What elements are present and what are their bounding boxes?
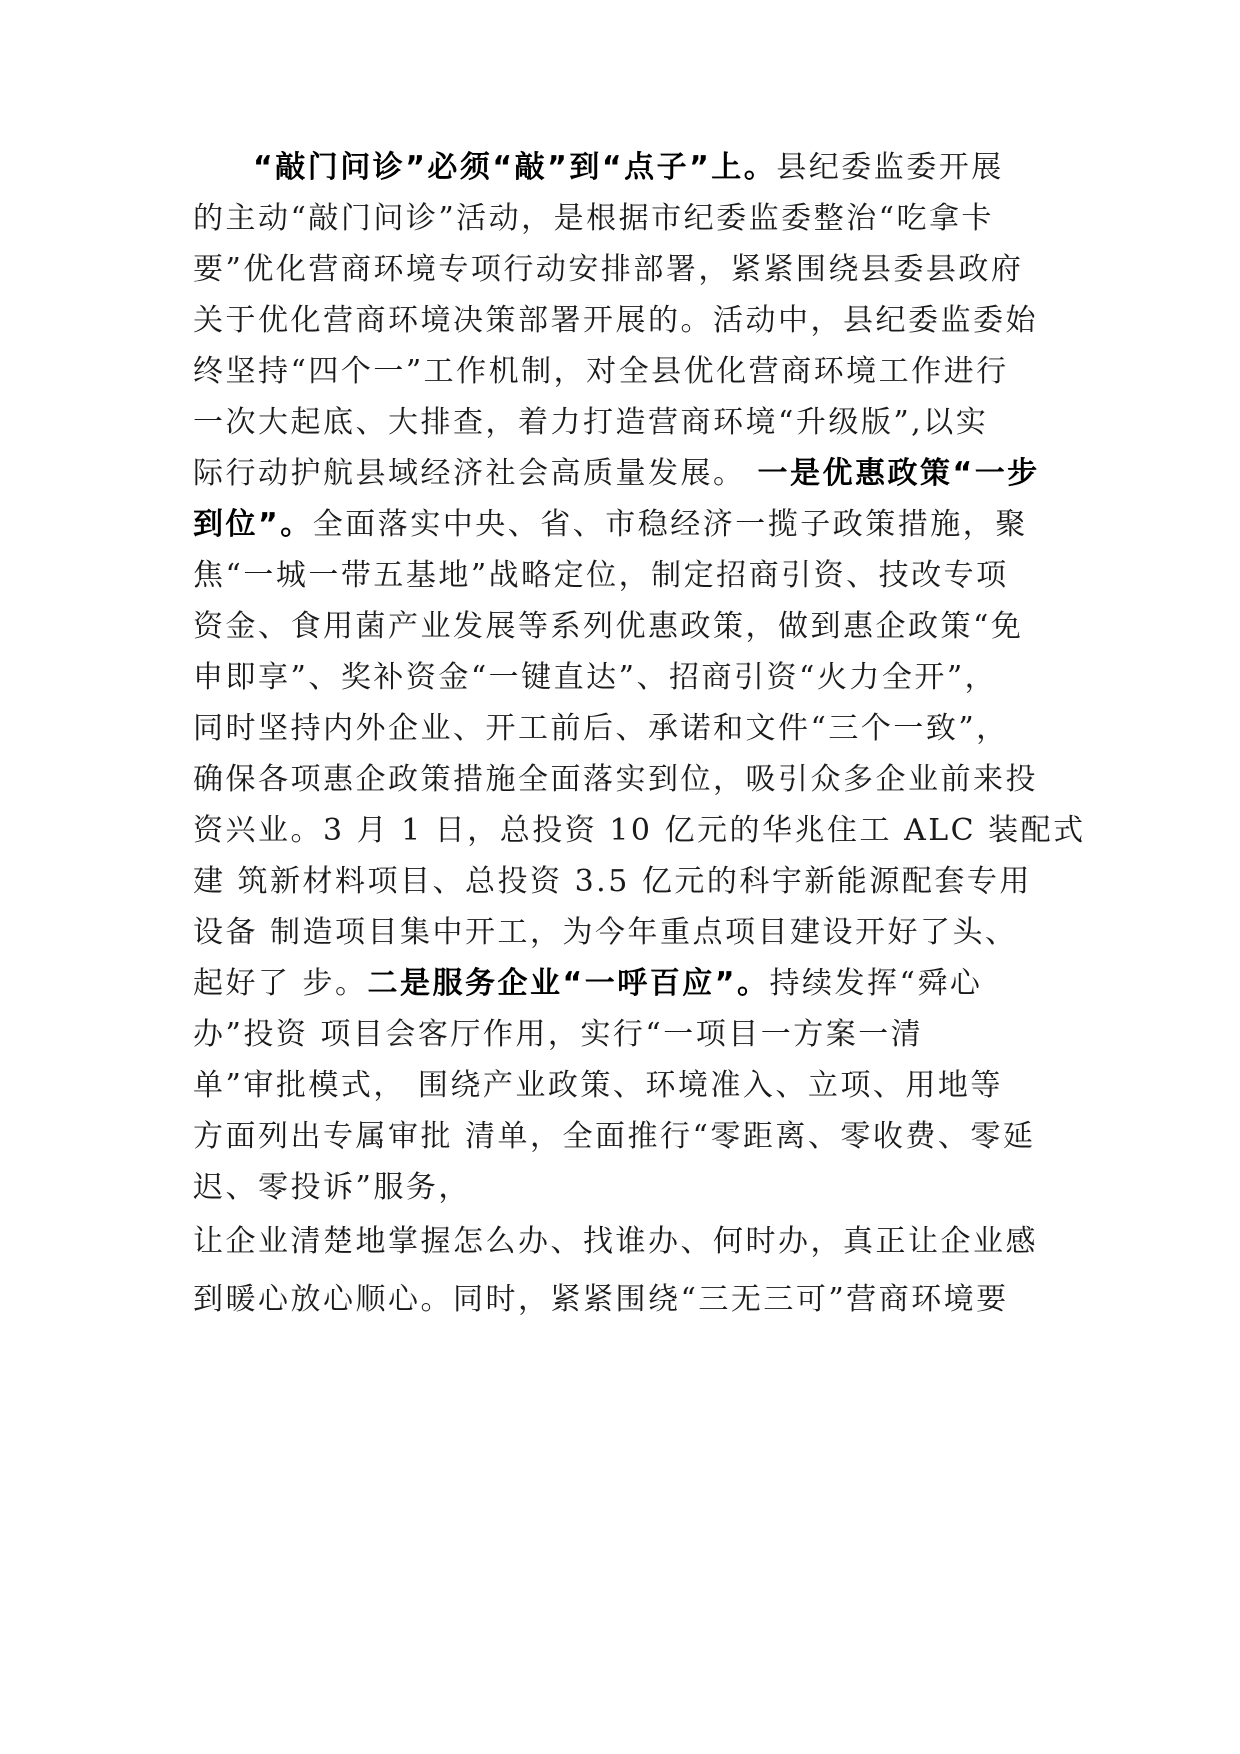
paragraph-line <box>193 1066 1053 1106</box>
paragraph-line <box>193 403 1053 443</box>
text-segment: 同时坚持内外企业、开工前后、承诺和文件“三个一致”， <box>193 711 1009 746</box>
text-segment: 申即享”、奖补资金“一键直达”、招商引资“火力全开”， <box>193 660 998 695</box>
text-segment: 资金、食用菌产业发展等系列优惠政策，做到惠企政策“免 <box>193 609 1024 644</box>
paragraph-line <box>253 148 1053 188</box>
text-segment: 起好了 步。 <box>193 966 368 1001</box>
paragraph-line <box>193 556 1053 596</box>
paragraph-line <box>193 199 1053 239</box>
bold-heading: 一是优惠政策“一步 <box>757 456 1040 491</box>
text-segment: 终坚持“四个一”工作机制，对全县优化营商环境工作进行 <box>193 354 1009 389</box>
text-segment: 际行动护航县域经济社会高质量发展。 <box>193 456 758 491</box>
text-segment: 一次大起底、大排查，着力打造营商环境“升级版”,以实 <box>193 405 989 440</box>
text-segment: 全面落实中央、省、市稳经济一揽子政策措施，聚 <box>312 507 1028 542</box>
bold-heading: “敲门问诊”必须“敲”到“点子”上。 <box>253 150 777 185</box>
paragraph-line <box>193 964 1053 1004</box>
text-segment: 建 筑新材料项目、总投资 3.5 亿元的科宇新能源配套专用 <box>193 864 1032 899</box>
text-segment: 持续发挥“舜心 <box>769 966 983 1001</box>
text-segment: 办”投资 项目会客厅作用，实行“一项目一方案一清 <box>193 1017 924 1052</box>
paragraph-line <box>193 709 1053 749</box>
paragraph-line <box>193 1117 1053 1157</box>
text-segment: 方面列出专属审批 清单，全面推行“零距离、零收费、零延 <box>193 1119 1036 1154</box>
text-segment: 焦“一城一带五基地”战略定位，制定招商引资、技改专项 <box>193 558 1009 593</box>
text-segment: 确保各项惠企政策措施全面落实到位，吸引众多企业前来投 <box>193 762 1038 797</box>
paragraph-line <box>193 301 1053 341</box>
text-segment: 到暖心放心顺心。同时，紧紧围绕“三无三可”营商环境要 <box>193 1282 1009 1317</box>
paragraph-line <box>193 913 1053 953</box>
text-segment: 单”审批模式， 围绕产业政策、环境准入、立项、用地等 <box>193 1068 1003 1103</box>
text-segment: 设备 制造项目集中开工，为今年重点项目建设开好了头、 <box>193 915 1018 950</box>
paragraph-line <box>193 862 1053 902</box>
bold-heading: 到位”。 <box>193 507 313 542</box>
paragraph-line <box>193 658 1053 698</box>
text-segment: 的主动“敲门问诊”活动，是根据市纪委监委整治“吃拿卡 <box>193 201 995 236</box>
paragraph-line <box>193 811 1086 851</box>
text-segment: 资兴业。3 月 1 日，总投资 10 亿元的华兆住工 ALC 装配式 <box>193 813 1086 848</box>
paragraph-line <box>193 505 1053 545</box>
text-segment: 要”优化营商环境专项行动安排部署，紧紧围绕县委县政府 <box>193 252 1024 287</box>
paragraph-line <box>193 454 1053 494</box>
text-segment: 县纪委监委开展 <box>776 150 1004 185</box>
paragraph-line <box>193 1280 1053 1320</box>
text-segment: 关于优化营商环境决策部署开展的。活动中，县纪委监委始 <box>193 303 1038 338</box>
paragraph-line <box>193 352 1053 392</box>
paragraph-line <box>193 760 1053 800</box>
text-segment: 让企业清楚地掌握怎么办、找谁办、何时办，真正让企业感 <box>193 1224 1038 1259</box>
paragraph-line <box>193 1168 1053 1208</box>
paragraph-line <box>193 1222 1053 1262</box>
paragraph-line <box>193 607 1053 647</box>
text-segment: 迟、零投诉”服务， <box>193 1170 471 1205</box>
paragraph-line <box>193 1015 1053 1055</box>
paragraph-line <box>193 250 1053 290</box>
bold-heading: 二是服务企业“一呼百应”。 <box>367 966 770 1001</box>
